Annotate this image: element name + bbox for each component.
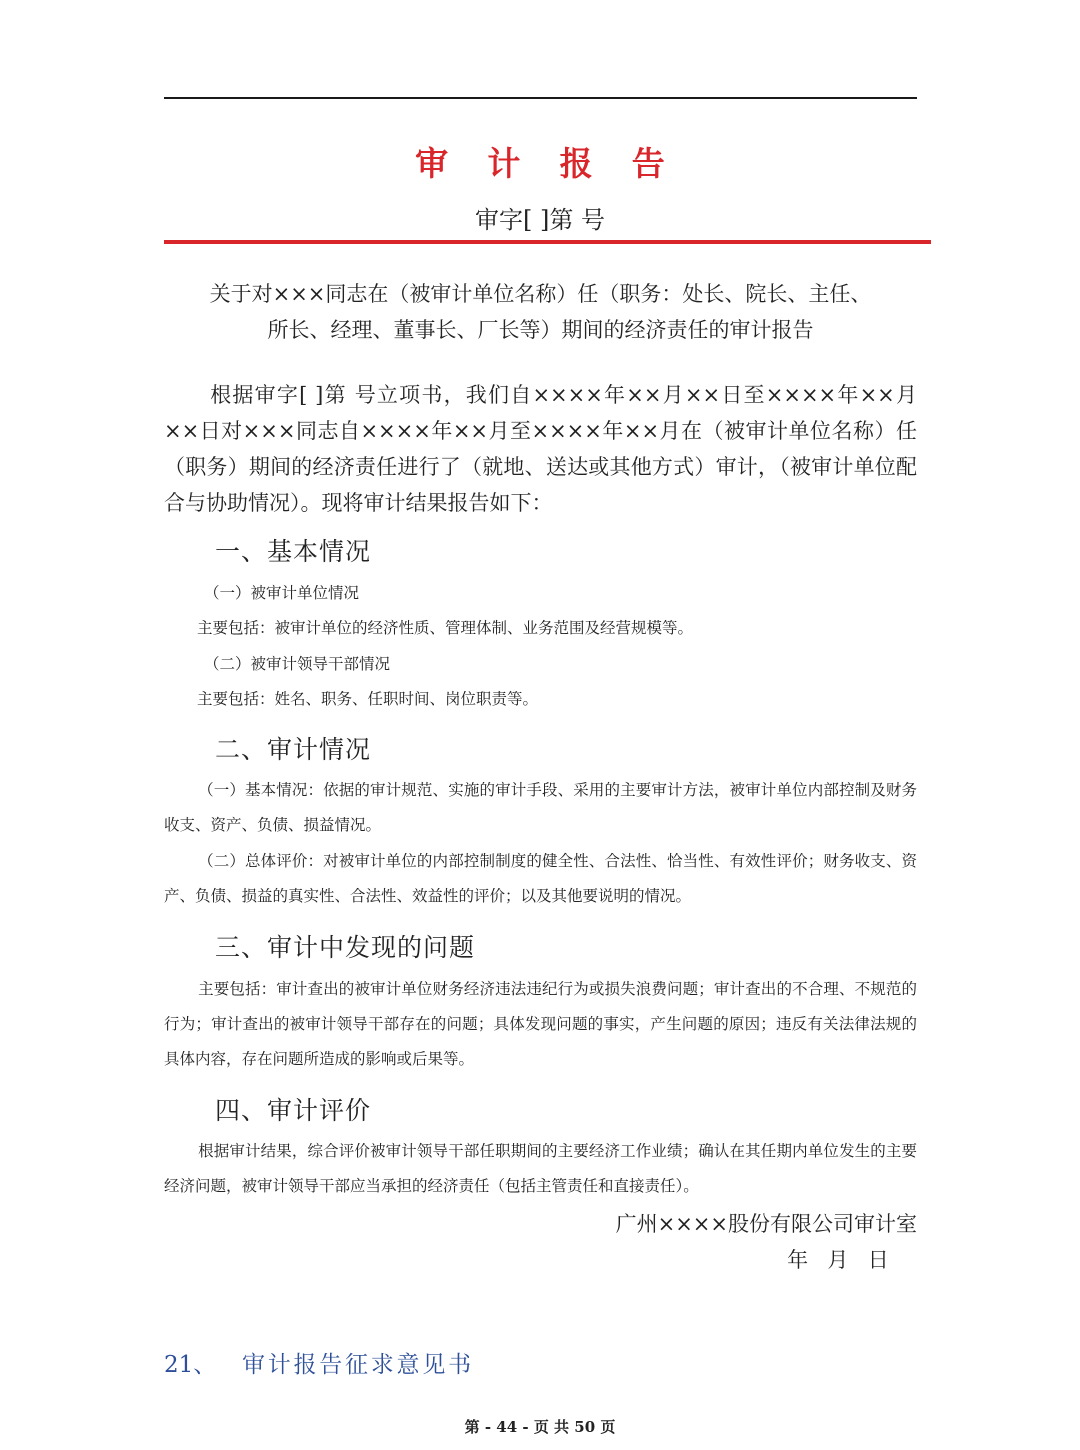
section-1-subheading-1: （一）被审计单位情况 [204, 584, 360, 602]
document-number: 审字[ ]第 号 [475, 206, 605, 234]
section-3-heading: 三、审计中发现的问题 [215, 933, 476, 962]
section-2-paragraph-2: （二）总体评价：对被审计单位的内部控制制度的健全性、合法性、恰当性、有效性评价；财务收支、资产、负债、损益的真实性、合法性、效益性的评价；以及其他要说明的情况。 [164, 852, 917, 905]
report-subject-line-2: 所长、经理、董事长、厂长等）期间的经济责任的审计报告 [267, 318, 814, 342]
next-section-number: 21、 [164, 1352, 217, 1378]
page-footer: 第 - 44 - 页 共 50 页 [464, 1418, 616, 1436]
section-1-text-2: 主要包括：姓名、职务、任职时间、岗位职责等。 [197, 690, 539, 708]
section-2-paragraph-1: （一）基本情况：依据的审计规范、实施的审计手段、采用的主要审计方法，被审计单位内部控制及财务收支、资产、负债、损益情况。 [164, 781, 917, 834]
section-3-paragraph: 主要包括：审计查出的被审计单位财务经济违法违纪行为或损失浪费问题；审计查出的不合理、不规范的行为；审计查出的被审计领导干部存在的问题；具体发现问题的事实，产生问题的原因；违反有关法律法规的具体内容，存在问题所造成的影响或后果等。 [164, 980, 917, 1068]
next-section-title: 审计报告征求意见书 [242, 1352, 474, 1378]
document-title: 审 计 报 告 [415, 144, 679, 183]
next-section-heading [164, 1346, 474, 1379]
report-subject [164, 276, 917, 348]
section-4-paragraph: 根据审计结果，综合评价被审计领导干部任职期间的主要经济工作业绩；确认在其任期内单位发生的主要经济问题，被审计领导干部应当承担的经济责任（包括主管责任和直接责任）。 [164, 1142, 917, 1195]
header-top-rule [164, 97, 917, 99]
intro-paragraph: 根据审字[ ]第 号立项书，我们自××××年××月××日至××××年××月××日对×××同志自××××年××月至××××年××月在（被审计单位名称）任（职务）期间的经济责任进行了（就地、送达或其他方式）审计，（被审计单位配合与协助情况）。现将审计结果报告如下： [164, 383, 917, 515]
section-1-text-1: 主要包括：被审计单位的经济性质、管理体制、业务范围及经营规模等。 [197, 619, 694, 637]
signature-organization: 广州××××股份有限公司审计室 [615, 1212, 917, 1236]
report-subject-line-1: 关于对×××同志在（被审计单位名称）任（职务：处长、院长、主任、 [209, 282, 872, 306]
section-2-heading: 二、审计情况 [215, 735, 372, 764]
section-4-heading: 四、审计评价 [215, 1096, 372, 1125]
section-1-heading: 一、基本情况 [215, 537, 372, 566]
signature-date: 年 月 日 [787, 1248, 895, 1272]
section-1-subheading-2: （二）被审计领导干部情况 [204, 655, 391, 673]
header-red-rule [164, 240, 931, 244]
